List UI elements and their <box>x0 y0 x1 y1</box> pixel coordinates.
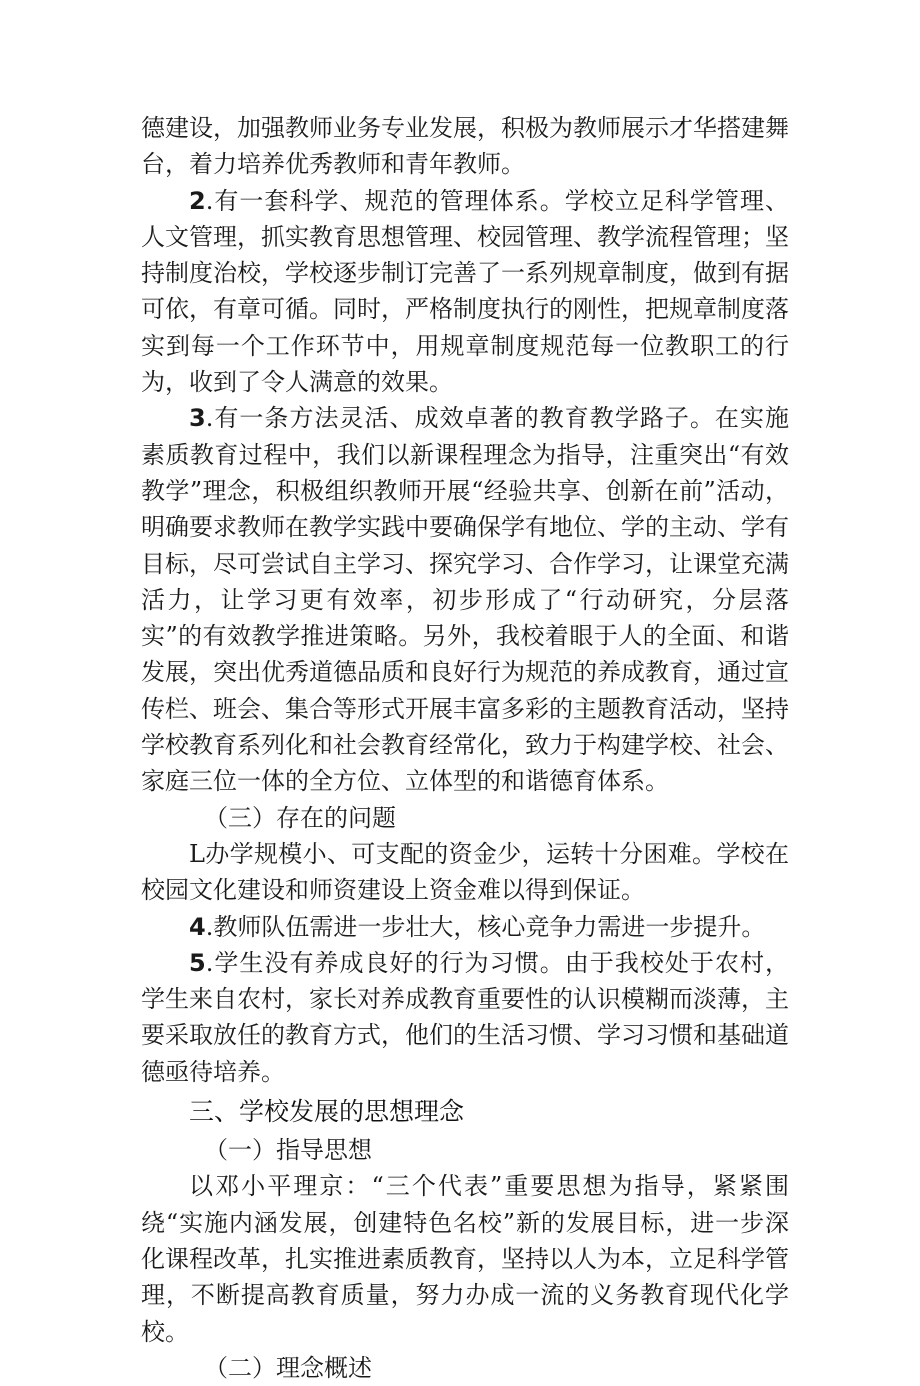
item-5-text: .学生没有养成良好的行为习惯。由于我校处于农村，学生来自农村，家长对养成教育重要性的认识模糊而淡薄，主要采取放任的教育方式，他们的生活习惯、学习习惯和基础道德亟待培养。 <box>141 948 789 1086</box>
problem-1-paragraph: L办学规模小、可支配的资金少，运转十分困难。学校在校园文化建设和师资建设上资金难以得到保证。 <box>141 839 789 905</box>
subheading-problems: （三）存在的问题 <box>204 803 396 832</box>
intro-paragraph: 德建设，加强教师业务专业发展，积极为教师展示才华搭建舞台，着力培养优秀教师和青年教师。 <box>141 114 789 179</box>
item-4-number: 4 <box>189 912 206 941</box>
item-5-number: 5 <box>189 948 206 977</box>
item-2-text: .有一套科学、规范的管理体系。学校立足科学管理、人文管理，抓实教育思想管理、校园管理、教学流程管理；坚持制度治校，学校逐步制订完善了一系列规章制度，做到有据可依，有章可循。同时，严格制度执行的刚性，把规章制度落实到每一个工作环节中，用规章制度规范每一位教职工的行为，收到了令人满意的效果。 <box>141 186 789 397</box>
item-4-text: .教师队伍需进一步壮大，核心竞争力需进一步提升。 <box>205 912 766 941</box>
item-3-text: .有一条方法灵活、成效卓著的教育教学路子。在实施素质教育过程中，我们以新课程理念为指导，注重突出“有效教学”理念，积极组织教师开展“经验共享、创新在前”活动，明确要求教师在教学实践中要确保学有地位、学的主动、学有目标，尽可尝试自主学习、探究学习、合作学习，让课堂充满活力，让学习更有效率，初步形成了“行动研究，分层落实”的有效教学推进策略。另外，我校着眼于人的全面、和谐发展，突出优秀道德品质和良好行为规范的养成教育，通过宣传栏、班会、集合等形式开展丰富多彩的主题教育活动，坚持学校教育系列化和社会教育经常化，致力于构建学校、社会、家庭三位一体的全方位、立体型的和谐德育体系。 <box>141 404 789 796</box>
item-5-paragraph <box>141 945 789 1090</box>
item-2-paragraph <box>141 183 789 401</box>
item-4-paragraph <box>141 909 789 945</box>
subheading-concept: （二）理念概述 <box>204 1353 372 1382</box>
item-3-number: 3 <box>189 404 206 433</box>
subheading-guiding: （一）指导思想 <box>204 1136 372 1165</box>
item-2-number: 2 <box>189 186 206 215</box>
item-3-paragraph <box>141 400 789 799</box>
section-heading-3: 三、学校发展的思想理念 <box>189 1097 465 1127</box>
guiding-paragraph: 以邓小平理京：“三个代表”重要思想为指导，紧紧围绕“实施内涵发展，创建特色名校”新的发展目标，进一步深化课程改革，扎实推进素质教育，坚持以人为本，立足科学管理，不断提高教育质量，努力办成一流的义务教育现代化学校。 <box>141 1172 789 1346</box>
document-body <box>141 110 789 1386</box>
